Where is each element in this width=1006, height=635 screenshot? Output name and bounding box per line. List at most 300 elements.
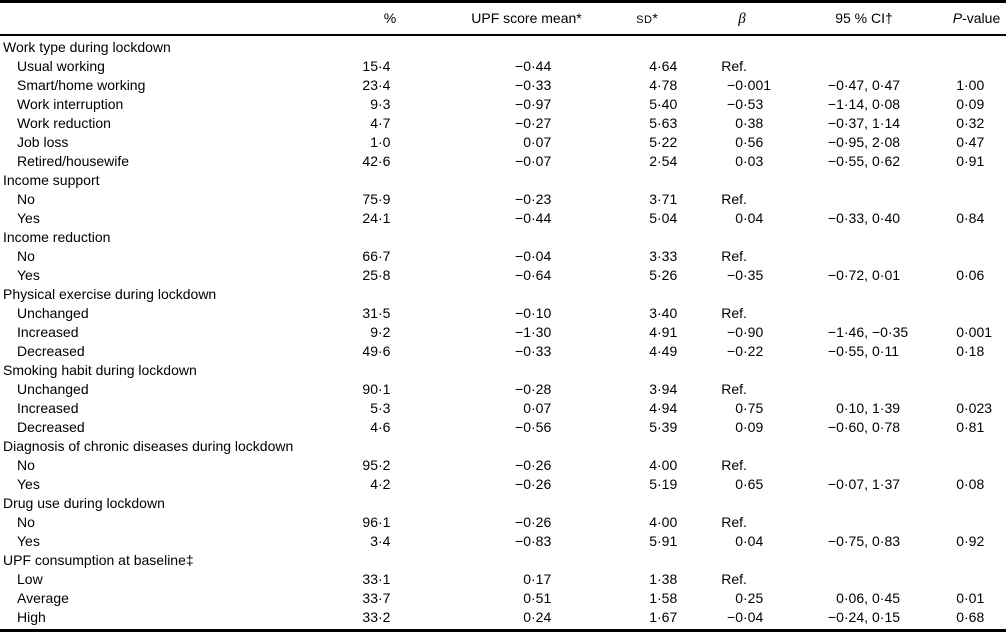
cell-beta-frac: ·75 <box>743 400 764 416</box>
cell-percent <box>352 95 392 114</box>
cell-beta <box>679 418 771 437</box>
table-row <box>0 475 1006 494</box>
cell-upf-score-mean-frac: ·10 <box>531 305 552 321</box>
cell-p-value-frac: ·91 <box>964 153 985 169</box>
cell-beta-int: −0 <box>727 96 743 112</box>
cell-upf-score-mean-frac: ·26 <box>531 457 552 473</box>
cell-percent-frac: ·3 <box>378 400 391 416</box>
cell-sd-int: 5 <box>649 134 657 150</box>
cell-p-value-int: 0 <box>956 419 964 435</box>
cell-upf-score-mean <box>392 266 553 285</box>
cell-upf-score-mean-frac: ·26 <box>531 476 552 492</box>
ci-lower: −0·60, <box>827 419 868 435</box>
cell-beta-int: Ref <box>721 305 743 321</box>
cell-beta <box>679 475 771 494</box>
cell-sd <box>553 266 679 285</box>
p-italic-text: P <box>952 10 963 26</box>
cell-p-value <box>921 342 1006 361</box>
cell-percent-frac: ·2 <box>378 476 391 492</box>
row-label: Yes <box>17 210 40 226</box>
cell-upf-score-mean <box>392 380 553 399</box>
cell-sd-frac: ·19 <box>657 476 678 492</box>
row-label: Smart/home working <box>17 77 146 93</box>
cell-sd-frac: ·00 <box>657 457 678 473</box>
row-label: High <box>17 609 46 625</box>
cell-ci <box>771 342 921 361</box>
sd-asterisk: * <box>652 10 658 26</box>
cell-p-value <box>921 570 1006 589</box>
table-row <box>0 95 1006 114</box>
ci-lower: −0·24, <box>827 609 868 625</box>
row-label: Increased <box>17 324 79 340</box>
table-row <box>0 209 1006 228</box>
cell-upf-score-mean-int: 0 <box>523 590 531 606</box>
cell-p-value <box>921 114 1006 133</box>
cell-ci <box>771 589 921 608</box>
cell-beta-frac: ·09 <box>743 419 764 435</box>
cell-percent-int: 4 <box>370 115 378 131</box>
cell-percent <box>352 209 392 228</box>
cell-sd-frac: ·91 <box>657 533 678 549</box>
cell-beta <box>679 589 771 608</box>
section-header-row <box>0 361 1006 380</box>
cell-sd <box>553 608 679 627</box>
cell-upf-score-mean <box>392 456 553 475</box>
cell-upf-score-mean <box>392 608 553 627</box>
cell-upf-score-mean-frac: ·97 <box>531 96 552 112</box>
cell-beta-int: 0 <box>735 476 743 492</box>
cell-sd-int: 4 <box>649 58 657 74</box>
p-value-suffix: -value <box>962 10 1001 26</box>
cell-percent <box>352 57 392 76</box>
cell-sd <box>553 190 679 209</box>
cell-upf-score-mean-int: −0 <box>515 457 531 473</box>
cell-sd <box>553 532 679 551</box>
cell-sd-frac: ·64 <box>657 58 678 74</box>
cell-upf-score-mean-frac: ·04 <box>531 248 552 264</box>
cell-percent <box>352 380 392 399</box>
cell-p-value-int: 0 <box>956 96 964 112</box>
ci-upper: 0·83 <box>872 533 901 549</box>
ci-lower: 0·06, <box>836 590 868 606</box>
cell-p-value-frac: ·09 <box>964 96 985 112</box>
cell-p-value <box>921 399 1006 418</box>
cell-percent-frac: ·2 <box>378 457 391 473</box>
cell-percent-frac: ·0 <box>378 134 391 150</box>
row-label: Unchanged <box>17 381 89 397</box>
cell-beta <box>679 304 771 323</box>
cell-percent <box>352 247 392 266</box>
row-label: Low <box>17 571 43 587</box>
cell-p-value-frac: ·01 <box>964 590 985 606</box>
cell-beta <box>679 570 771 589</box>
cell-p-value <box>921 133 1006 152</box>
cell-sd <box>553 247 679 266</box>
ci-lower: −0·55, <box>827 153 868 169</box>
cell-beta <box>679 342 771 361</box>
cell-percent <box>352 114 392 133</box>
cell-percent <box>352 399 392 418</box>
cell-beta-int: 0 <box>735 115 743 131</box>
cell-sd-int: 1 <box>649 571 657 587</box>
table-row <box>0 114 1006 133</box>
cell-sd-int: 4 <box>649 514 657 530</box>
cell-beta-frac: ·35 <box>743 267 764 283</box>
cell-percent-int: 4 <box>370 476 378 492</box>
cell-ci <box>771 114 921 133</box>
cell-upf-score-mean-int: −0 <box>515 248 531 264</box>
cell-beta <box>679 323 771 342</box>
cell-sd-frac: ·63 <box>657 115 678 131</box>
cell-ci <box>771 532 921 551</box>
cell-percent-int: 15 <box>362 58 378 74</box>
cell-sd-int: 5 <box>649 267 657 283</box>
cell-upf-score-mean-int: −0 <box>515 191 531 207</box>
cell-p-value <box>921 475 1006 494</box>
cell-percent <box>352 342 392 361</box>
cell-p-value <box>921 323 1006 342</box>
cell-upf-score-mean-frac: ·07 <box>531 153 552 169</box>
cell-upf-score-mean-int: −0 <box>515 305 531 321</box>
cell-ci <box>771 76 921 95</box>
cell-upf-score-mean-frac: ·30 <box>531 324 552 340</box>
cell-ci <box>771 57 921 76</box>
row-label: Usual working <box>17 58 105 74</box>
cell-percent-frac: ·1 <box>378 571 391 587</box>
table-row <box>0 190 1006 209</box>
section-header-row <box>0 494 1006 513</box>
cell-sd <box>553 589 679 608</box>
cell-upf-score-mean-int: −0 <box>515 210 531 226</box>
cell-percent-frac: ·1 <box>378 514 391 530</box>
cell-sd-frac: ·67 <box>657 609 678 625</box>
section-header-row <box>0 551 1006 570</box>
cell-percent-int: 25 <box>362 267 378 283</box>
cell-ci <box>771 209 921 228</box>
cell-p-value-int: 0 <box>956 609 964 625</box>
cell-upf-score-mean-int: 0 <box>523 134 531 150</box>
cell-sd-int: 3 <box>649 381 657 397</box>
cell-percent-frac: ·5 <box>378 305 391 321</box>
section-header-row <box>0 228 1006 247</box>
section-header-row <box>0 171 1006 190</box>
ci-upper: 0·47 <box>872 77 901 93</box>
row-label: Decreased <box>17 343 85 359</box>
cell-beta <box>679 152 771 171</box>
cell-beta <box>679 399 771 418</box>
cell-ci <box>771 190 921 209</box>
cell-upf-score-mean <box>392 399 553 418</box>
cell-ci <box>771 570 921 589</box>
table-row <box>0 399 1006 418</box>
cell-p-value-frac: ·023 <box>964 400 993 416</box>
table-header <box>0 3 1006 36</box>
cell-sd-int: 4 <box>649 324 657 340</box>
cell-ci <box>771 247 921 266</box>
cell-p-value <box>921 152 1006 171</box>
table-row <box>0 589 1006 608</box>
cell-p-value-int: 0 <box>956 115 964 131</box>
table-row <box>0 342 1006 361</box>
cell-upf-score-mean-int: −0 <box>515 343 531 359</box>
cell-sd <box>553 57 679 76</box>
cell-sd <box>553 418 679 437</box>
cell-sd-frac: ·04 <box>657 210 678 226</box>
cell-percent-int: 4 <box>370 419 378 435</box>
cell-p-value <box>921 57 1006 76</box>
cell-sd-frac: ·71 <box>657 191 678 207</box>
cell-p-value <box>921 589 1006 608</box>
cell-sd-int: 4 <box>649 343 657 359</box>
section-header-label: Income reduction <box>3 229 111 245</box>
cell-upf-score-mean-int: −0 <box>515 419 531 435</box>
cell-percent <box>352 76 392 95</box>
row-label: No <box>17 248 35 264</box>
cell-percent-frac: ·7 <box>378 115 391 131</box>
cell-sd-int: 4 <box>649 400 657 416</box>
cell-ci <box>771 456 921 475</box>
cell-upf-score-mean <box>392 152 553 171</box>
cell-ci <box>771 323 921 342</box>
row-label: Decreased <box>17 419 85 435</box>
cell-percent-frac: ·2 <box>378 609 391 625</box>
cell-sd <box>553 76 679 95</box>
cell-percent-int: 90 <box>362 381 378 397</box>
table-row <box>0 380 1006 399</box>
cell-sd-frac: ·58 <box>657 590 678 606</box>
cell-p-value-frac: ·18 <box>964 343 985 359</box>
cell-upf-score-mean <box>392 532 553 551</box>
cell-upf-score-mean-frac: ·51 <box>531 590 552 606</box>
cell-upf-score-mean-frac: ·33 <box>531 77 552 93</box>
cell-upf-score-mean <box>392 133 553 152</box>
cell-beta-int: −0 <box>727 343 743 359</box>
column-header-sd <box>584 3 710 36</box>
cell-percent-frac: ·4 <box>378 77 391 93</box>
ci-lower: −0·07, <box>827 476 868 492</box>
table-row <box>0 266 1006 285</box>
cell-percent-int: 31 <box>362 305 378 321</box>
cell-beta <box>679 190 771 209</box>
cell-percent-int: 33 <box>362 609 378 625</box>
cell-upf-score-mean-int: −0 <box>515 58 531 74</box>
cell-upf-score-mean-int: 0 <box>523 400 531 416</box>
cell-percent-frac: ·4 <box>378 58 391 74</box>
cell-upf-score-mean <box>392 95 553 114</box>
cell-p-value-int: 1 <box>956 77 964 93</box>
cell-beta <box>679 133 771 152</box>
cell-percent-int: 95 <box>362 457 378 473</box>
cell-ci <box>771 95 921 114</box>
cell-percent-frac: ·2 <box>378 324 391 340</box>
cell-sd <box>553 152 679 171</box>
cell-beta-frac: ·04 <box>743 210 764 226</box>
cell-sd-frac: ·94 <box>657 381 678 397</box>
cell-percent <box>352 456 392 475</box>
ci-upper: 1·37 <box>872 476 901 492</box>
cell-beta-frac: ·90 <box>743 324 764 340</box>
cell-ci <box>771 266 921 285</box>
cell-beta-frac: . <box>743 191 747 207</box>
cell-upf-score-mean-int: −0 <box>515 476 531 492</box>
cell-p-value-int: 0 <box>956 590 964 606</box>
cell-upf-score-mean <box>392 247 553 266</box>
cell-ci <box>771 399 921 418</box>
cell-p-value-frac: ·06 <box>964 267 985 283</box>
cell-percent-int: 1 <box>370 134 378 150</box>
cell-sd-int: 5 <box>649 115 657 131</box>
cell-upf-score-mean-frac: ·17 <box>531 571 552 587</box>
ci-upper: 0·01 <box>872 267 901 283</box>
cell-sd-int: 4 <box>649 457 657 473</box>
cell-percent <box>352 570 392 589</box>
table-row <box>0 570 1006 589</box>
cell-sd <box>553 209 679 228</box>
cell-beta <box>679 76 771 95</box>
cell-beta <box>679 266 771 285</box>
table-row <box>0 532 1006 551</box>
cell-sd-frac: ·26 <box>657 267 678 283</box>
cell-percent-frac: ·6 <box>378 419 391 435</box>
cell-upf-score-mean <box>392 190 553 209</box>
section-header-row <box>0 285 1006 304</box>
cell-sd <box>553 399 679 418</box>
table-row <box>0 513 1006 532</box>
cell-p-value-int: 0 <box>956 134 964 150</box>
cell-upf-score-mean <box>392 323 553 342</box>
table-row <box>0 133 1006 152</box>
cell-p-value <box>921 456 1006 475</box>
cell-upf-score-mean-int: −0 <box>515 77 531 93</box>
ci-lower: −1·46, <box>827 324 868 340</box>
cell-percent <box>352 304 392 323</box>
cell-upf-score-mean <box>392 570 553 589</box>
table-row <box>0 247 1006 266</box>
table-body <box>0 36 1006 629</box>
cell-p-value-int: 0 <box>956 400 964 416</box>
table-row <box>0 152 1006 171</box>
cell-beta-frac: . <box>743 248 747 264</box>
cell-p-value <box>921 266 1006 285</box>
cell-upf-score-mean-frac: ·24 <box>531 609 552 625</box>
cell-upf-score-mean-frac: ·64 <box>531 267 552 283</box>
cell-upf-score-mean-frac: ·27 <box>531 115 552 131</box>
cell-upf-score-mean-int: 0 <box>523 609 531 625</box>
ci-lower: −0·95, <box>827 134 868 150</box>
cell-ci <box>771 608 921 627</box>
table-row <box>0 608 1006 627</box>
cell-p-value-frac: ·68 <box>964 609 985 625</box>
cell-sd-frac: ·38 <box>657 571 678 587</box>
ci-upper: 0·08 <box>872 96 901 112</box>
row-label: No <box>17 514 35 530</box>
cell-upf-score-mean <box>392 209 553 228</box>
row-label: Yes <box>17 267 40 283</box>
cell-p-value-int: 0 <box>956 476 964 492</box>
row-label: Average <box>17 590 69 606</box>
cell-sd-frac: ·00 <box>657 514 678 530</box>
cell-percent <box>352 608 392 627</box>
cell-sd-int: 3 <box>649 305 657 321</box>
cell-beta-frac: . <box>743 514 747 530</box>
cell-upf-score-mean <box>392 589 553 608</box>
section-header-label: Work type during lockdown <box>3 39 171 55</box>
cell-p-value-frac: ·00 <box>964 77 985 93</box>
cell-p-value-frac: ·84 <box>964 210 985 226</box>
ci-upper: 1·14 <box>872 115 901 131</box>
cell-percent <box>352 266 392 285</box>
row-label: No <box>17 191 35 207</box>
cell-beta-frac: . <box>743 58 747 74</box>
cell-sd-frac: ·91 <box>657 324 678 340</box>
cell-sd-int: 1 <box>649 590 657 606</box>
cell-sd-int: 5 <box>649 476 657 492</box>
cell-beta-int: 0 <box>735 134 743 150</box>
cell-percent-int: 5 <box>370 400 378 416</box>
cell-percent <box>352 589 392 608</box>
ci-upper: 2·08 <box>872 134 901 150</box>
cell-beta-int: Ref <box>721 571 743 587</box>
cell-percent <box>352 190 392 209</box>
cell-p-value <box>921 532 1006 551</box>
cell-sd-frac: ·39 <box>657 419 678 435</box>
cell-sd-frac: ·78 <box>657 77 678 93</box>
cell-sd-frac: ·33 <box>657 248 678 264</box>
row-label: Job loss <box>17 134 69 150</box>
cell-upf-score-mean-int: −1 <box>515 324 531 340</box>
cell-upf-score-mean <box>392 304 553 323</box>
cell-beta <box>679 209 771 228</box>
ci-lower: −1·14, <box>827 96 868 112</box>
cell-beta-frac: ·04 <box>743 609 764 625</box>
ci-upper: 0·11 <box>872 343 899 359</box>
cell-sd <box>553 513 679 532</box>
cell-beta <box>679 380 771 399</box>
cell-upf-score-mean-frac: ·07 <box>531 134 552 150</box>
cell-p-value-int: 0 <box>956 343 964 359</box>
cell-sd-int: 2 <box>649 153 657 169</box>
cell-upf-score-mean-frac: ·07 <box>531 400 552 416</box>
cell-p-value <box>921 190 1006 209</box>
cell-p-value <box>921 380 1006 399</box>
ci-lower: −0·47, <box>827 77 868 93</box>
cell-beta-int: 0 <box>735 590 743 606</box>
cell-upf-score-mean-int: −0 <box>515 153 531 169</box>
column-header-beta <box>696 3 788 36</box>
table-row <box>0 418 1006 437</box>
cell-percent-frac: ·4 <box>378 533 391 549</box>
row-label: Work interruption <box>17 96 124 112</box>
cell-p-value <box>921 513 1006 532</box>
cell-p-value <box>921 608 1006 627</box>
cell-percent-int: 33 <box>362 590 378 606</box>
cell-beta <box>679 532 771 551</box>
cell-beta-frac: ·38 <box>743 115 764 131</box>
cell-p-value <box>921 209 1006 228</box>
cell-beta-frac: ·65 <box>743 476 764 492</box>
cell-upf-score-mean-frac: ·83 <box>531 533 552 549</box>
cell-sd-int: 1 <box>649 609 657 625</box>
table-row <box>0 456 1006 475</box>
cell-percent-int: 24 <box>362 210 378 226</box>
cell-beta <box>679 608 771 627</box>
cell-beta-frac: . <box>743 571 747 587</box>
ci-upper: −0·35 <box>872 324 909 340</box>
section-header-row <box>0 38 1006 57</box>
cell-ci <box>771 513 921 532</box>
cell-p-value-frac: ·81 <box>964 419 985 435</box>
cell-sd <box>553 456 679 475</box>
